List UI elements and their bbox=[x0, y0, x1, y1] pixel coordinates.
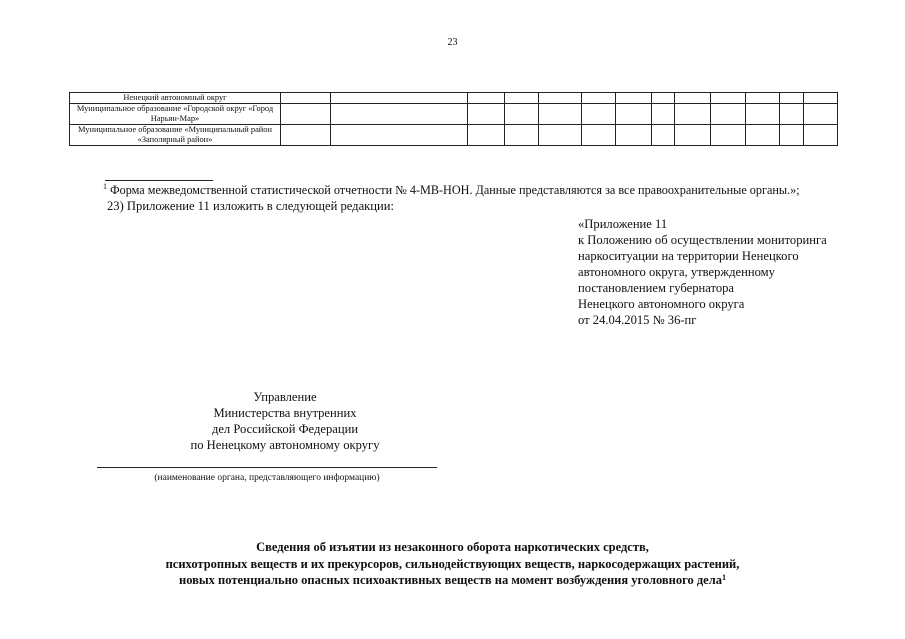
table-cell bbox=[539, 104, 582, 125]
region-cell: Ненецкий автономный округ bbox=[70, 93, 281, 104]
statistics-table bbox=[69, 92, 838, 146]
table-cell bbox=[711, 125, 746, 146]
heading-footnote-marker: 1 bbox=[721, 573, 726, 582]
table-row bbox=[70, 125, 838, 146]
table-cell bbox=[780, 104, 804, 125]
appendix-line: к Положению об осуществлении мониторинга bbox=[578, 233, 827, 247]
table-cell bbox=[675, 93, 711, 104]
appendix-line: от 24.04.2015 № 36-пг bbox=[578, 313, 697, 327]
table-cell bbox=[468, 104, 505, 125]
page-number: 23 bbox=[447, 37, 458, 48]
appendix-header bbox=[578, 216, 827, 328]
table-cell bbox=[616, 93, 652, 104]
table-cell bbox=[539, 125, 582, 146]
authority-line: дел Российской Федерации bbox=[211, 422, 359, 436]
authority-caption: (наименование органа, представляющего информацию) bbox=[154, 473, 380, 483]
appendix-line: наркоситуации на территории Ненецкого bbox=[578, 249, 799, 263]
table-cell bbox=[505, 93, 539, 104]
table-cell bbox=[746, 104, 780, 125]
table-cell bbox=[582, 93, 616, 104]
table-cell bbox=[281, 125, 331, 146]
authority-line: Управление bbox=[253, 390, 317, 404]
footnote-separator bbox=[105, 180, 213, 181]
heading-line-last bbox=[0, 572, 905, 589]
table-row bbox=[70, 93, 838, 104]
authority-line: по Ненецкому автономному округу bbox=[190, 438, 380, 452]
appendix-line: автономного округа, утвержденному bbox=[578, 265, 775, 279]
table-cell bbox=[804, 104, 838, 125]
footnote-marker: 1 bbox=[103, 182, 107, 191]
table-cell bbox=[616, 125, 652, 146]
table-cell bbox=[582, 125, 616, 146]
authority-underline bbox=[97, 467, 437, 468]
table-cell bbox=[804, 93, 838, 104]
table-cell bbox=[675, 125, 711, 146]
table-cell bbox=[505, 104, 539, 125]
table-cell bbox=[780, 93, 804, 104]
amendment-paragraph: 23) Приложение 11 изложить в следующей редакции: bbox=[107, 199, 395, 213]
table-cell bbox=[616, 104, 652, 125]
authority-line: Министерства внутренних bbox=[213, 406, 357, 420]
region-cell: Муниципальное образование «Муниципальный район «Заполярный район» bbox=[70, 125, 281, 146]
footnote-text: Форма межведомственной статистической отчетности № 4-МВ-НОН. Данные представляются за все правоохранительные органы.»; bbox=[110, 183, 800, 197]
appendix-line: Ненецкого автономного округа bbox=[578, 297, 745, 311]
table-cell bbox=[746, 93, 780, 104]
table-cell bbox=[652, 125, 675, 146]
footnote bbox=[103, 183, 800, 198]
heading-line: Сведения об изъятии из незаконного оборота наркотических средств, bbox=[256, 540, 649, 554]
appendix-line: «Приложение 11 bbox=[578, 217, 668, 231]
table-cell bbox=[505, 125, 539, 146]
region-cell: Муниципальное образование «Городской округ «Город Нарьян-Мар» bbox=[70, 104, 281, 125]
table-cell bbox=[652, 104, 675, 125]
table-cell bbox=[711, 93, 746, 104]
table-cell bbox=[468, 125, 505, 146]
table-cell bbox=[281, 104, 331, 125]
heading-line: психотропных веществ и их прекурсоров, сильнодействующих веществ, наркосодержащих растений, bbox=[165, 556, 740, 571]
table-cell bbox=[711, 104, 746, 125]
heading-line: новых потенциально опасных психоактивных веществ на момент возбуждения уголовного дела bbox=[179, 573, 722, 587]
document-heading bbox=[0, 539, 905, 589]
table-cell bbox=[331, 125, 468, 146]
table-cell bbox=[780, 125, 804, 146]
appendix-line: постановлением губернатора bbox=[578, 281, 735, 295]
table-cell bbox=[652, 93, 675, 104]
table-cell bbox=[331, 93, 468, 104]
table-cell bbox=[468, 93, 505, 104]
table-cell bbox=[804, 125, 838, 146]
table-cell bbox=[331, 104, 468, 125]
table-cell bbox=[746, 125, 780, 146]
table-cell bbox=[675, 104, 711, 125]
table-row bbox=[70, 104, 838, 125]
authority-name bbox=[150, 389, 420, 453]
table-cell bbox=[281, 93, 331, 104]
table-cell bbox=[539, 93, 582, 104]
table-cell bbox=[582, 104, 616, 125]
